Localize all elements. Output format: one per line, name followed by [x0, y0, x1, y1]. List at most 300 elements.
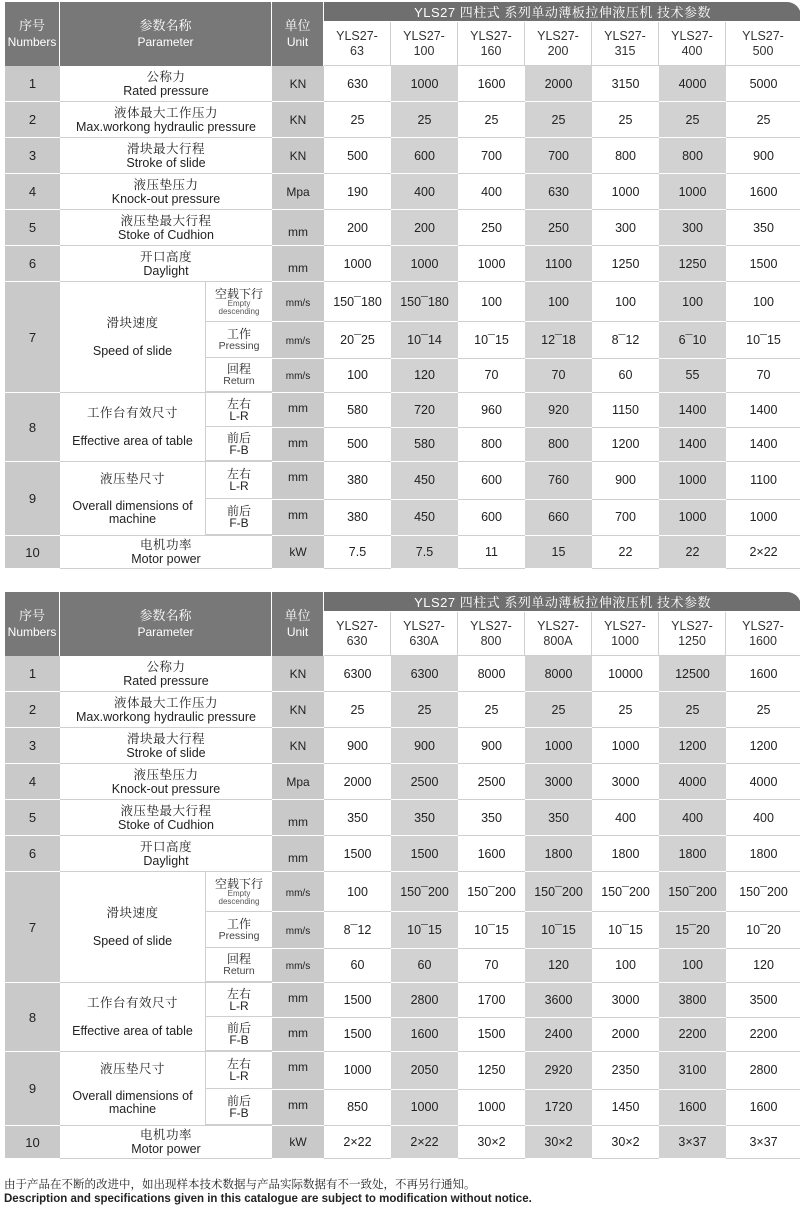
value-text: 120: [548, 958, 569, 973]
value-text: 800: [682, 148, 703, 163]
model-number: 1000: [611, 633, 639, 648]
value-cell: [391, 912, 458, 948]
value-text: 1600: [749, 1100, 778, 1115]
value-cell: [592, 500, 659, 537]
row-number: [5, 393, 60, 462]
model-header: [391, 612, 458, 656]
model-number: 400: [681, 43, 703, 58]
value-cell: [324, 500, 391, 537]
sub-parameter-en: L-R: [229, 479, 249, 493]
value-cell: [391, 836, 458, 872]
value-text: 8¯12: [343, 923, 372, 938]
parameter-name-en: Stroke of slide: [126, 745, 206, 760]
row-number-text: 6: [28, 846, 37, 861]
value-cell: [525, 322, 592, 358]
value-text: 30×2: [544, 1135, 573, 1149]
value-cell: [659, 393, 726, 428]
value-text: 1000: [678, 510, 707, 525]
value-cell: [324, 1018, 391, 1053]
value-cell: [391, 282, 458, 322]
parameter-group: [60, 872, 272, 983]
row-number-text: 2: [28, 112, 37, 127]
row-number-text: 5: [28, 220, 37, 235]
sub-parameter-zh: 左右: [226, 396, 251, 411]
model-header: [458, 22, 525, 66]
value-cell: [726, 872, 800, 912]
value-cell: [726, 428, 800, 463]
value-cell: [525, 836, 592, 872]
sub-parameter: [205, 282, 272, 322]
model-number: 630A: [409, 633, 439, 648]
model-header: [525, 22, 592, 66]
sub-parameter: [205, 983, 272, 1017]
value-text: 30×2: [477, 1135, 506, 1149]
table-row: [5, 282, 800, 322]
sub-parameter-zh: 左右: [226, 1057, 251, 1071]
value-text: 800: [548, 437, 569, 452]
row-number-text: 5: [28, 810, 37, 825]
parameter-name-en: Overall dimensions of machine: [72, 498, 193, 526]
value-text: 1250: [477, 1063, 506, 1078]
value-text: 70: [551, 368, 566, 383]
value-text: 500: [347, 148, 368, 163]
value-cell: [659, 692, 726, 728]
row-number-text: 4: [28, 774, 37, 789]
value-text: 2400: [544, 1027, 573, 1042]
value-text: 300: [615, 220, 636, 235]
value-text: 1500: [749, 256, 778, 271]
value-text: 1800: [611, 846, 640, 861]
value-cell: [592, 836, 659, 872]
parameter-name-en: Overall dimensions of machine: [72, 1088, 193, 1116]
value-cell: [525, 102, 592, 138]
value-cell: [525, 872, 592, 912]
header-unit: [272, 2, 324, 66]
model-prefix: YLS27-: [470, 28, 512, 43]
value-text: 7.5: [348, 545, 367, 559]
model-header: [592, 612, 659, 656]
value-text: 1450: [611, 1100, 640, 1115]
table-row: [5, 728, 800, 764]
row-number-text: 10: [25, 544, 40, 560]
model-number: 200: [547, 43, 569, 58]
value-text: 3100: [678, 1063, 707, 1078]
model-number: 1600: [749, 633, 777, 648]
value-text: 70: [484, 368, 499, 383]
value-text: 1400: [749, 437, 778, 452]
table-title: YLS27 四柱式 系列单动薄板拉伸液压机 技术参数: [414, 595, 711, 610]
row-number-text: 8: [28, 419, 37, 435]
value-cell: [324, 428, 391, 463]
value-cell: [592, 872, 659, 912]
model-number: 160: [480, 43, 502, 58]
parameter-name-zh: 公称力: [146, 69, 186, 84]
sub-parameter: [205, 358, 272, 392]
value-cell: [458, 872, 525, 912]
value-cell: [726, 138, 800, 174]
value-cell: [659, 138, 726, 174]
value-text: 150¯200: [668, 884, 717, 899]
value-text: 25: [484, 112, 499, 127]
value-cell: [726, 983, 800, 1018]
unit-cell: [272, 359, 324, 393]
value-cell: [726, 656, 800, 692]
value-text: 2050: [410, 1063, 439, 1078]
value-cell: [458, 66, 525, 102]
value-cell: [324, 1126, 391, 1159]
value-cell: [592, 359, 659, 393]
value-text: 150¯180: [333, 294, 382, 309]
unit-cell: [272, 912, 324, 948]
value-cell: [324, 656, 391, 692]
value-text: 300: [682, 220, 703, 235]
value-text: 450: [414, 510, 435, 525]
unit-text: mm: [288, 435, 308, 450]
parameter-name-en: Stoke of Cudhion: [118, 227, 214, 242]
value-text: 12¯18: [541, 333, 576, 348]
sub-parameter: [205, 1089, 272, 1125]
value-cell: [726, 322, 800, 358]
value-text: 6300: [410, 666, 439, 681]
value-cell: [659, 174, 726, 210]
unit-text: mm/s: [285, 961, 311, 973]
value-cell: [525, 1052, 592, 1090]
sub-parameter: [205, 427, 272, 461]
value-cell: [391, 500, 458, 537]
value-cell: [726, 1018, 800, 1053]
value-cell: [592, 138, 659, 174]
parameter-group: [60, 282, 272, 393]
value-cell: [659, 800, 726, 836]
value-text: 1150: [612, 402, 639, 417]
unit-text: kW: [289, 545, 307, 559]
value-text: 4000: [678, 774, 707, 789]
sub-parameter-en: Return: [223, 374, 255, 387]
parameter-group: [60, 1052, 272, 1126]
value-text: 2800: [749, 1063, 778, 1078]
unit-cell: [272, 138, 324, 174]
parameter-name-en: Effective area of table: [72, 1024, 193, 1038]
value-cell: [659, 764, 726, 800]
value-cell: [659, 428, 726, 463]
model-prefix: YLS27-: [742, 28, 784, 43]
value-text: 2000: [544, 76, 573, 91]
value-cell: [324, 912, 391, 948]
value-cell: [726, 800, 800, 836]
unit-cell: [272, 210, 324, 246]
sub-parameter-en: L-R: [229, 998, 249, 1013]
value-cell: [525, 393, 592, 428]
value-text: 2×22: [410, 1135, 439, 1149]
value-text: 100: [548, 294, 569, 309]
sub-parameter: [205, 1052, 272, 1089]
row-number: [5, 692, 60, 728]
sub-parameter: [205, 462, 272, 499]
parameter-name-zh: 工作台有效尺寸: [86, 406, 178, 420]
value-cell: [391, 1018, 458, 1053]
parameter-name-en: Rated pressure: [123, 673, 209, 688]
value-text: 1500: [343, 846, 372, 861]
value-text: 190: [347, 184, 368, 199]
value-cell: [391, 949, 458, 983]
unit-cell: [272, 174, 324, 210]
header-unit-zh: 单位: [284, 608, 311, 623]
value-cell: [592, 949, 659, 983]
header-parameter-en: Parameter: [137, 625, 194, 639]
value-text: 55: [685, 368, 700, 383]
value-cell: [324, 174, 391, 210]
row-number: [5, 102, 60, 138]
value-text: 25: [618, 702, 633, 717]
model-prefix: YLS27-: [537, 618, 579, 633]
value-cell: [458, 949, 525, 983]
value-cell: [324, 692, 391, 728]
unit-text: mm/s: [285, 371, 311, 383]
value-text: 100: [615, 958, 636, 973]
value-text: 2×22: [749, 545, 778, 559]
value-cell: [592, 536, 659, 569]
unit-cell: [272, 836, 324, 872]
value-text: 1400: [749, 402, 778, 417]
value-text: 1000: [343, 256, 372, 271]
value-text: 2800: [410, 992, 439, 1007]
value-text: 1500: [477, 1027, 506, 1042]
value-text: 20¯25: [340, 333, 375, 348]
value-cell: [525, 656, 592, 692]
value-text: 580: [347, 402, 368, 417]
table-row: [5, 983, 800, 1018]
unit-text: mm/s: [285, 887, 311, 899]
unit-cell: [272, 764, 324, 800]
value-text: 7.5: [415, 545, 434, 559]
parameter-name-zh: 液压垫压力: [133, 177, 199, 192]
value-text: 2200: [678, 1027, 707, 1042]
value-text: 3500: [749, 992, 778, 1007]
unit-text: Mpa: [286, 774, 310, 789]
value-cell: [592, 66, 659, 102]
value-cell: [458, 500, 525, 537]
value-text: 1600: [749, 666, 778, 681]
value-cell: [659, 1090, 726, 1127]
row-number-text: 1: [28, 76, 37, 91]
value-cell: [525, 462, 592, 500]
model-header: [391, 22, 458, 66]
value-cell: [525, 1126, 592, 1159]
value-cell: [391, 462, 458, 500]
row-number: [5, 728, 60, 764]
value-cell: [458, 1052, 525, 1090]
value-cell: [592, 692, 659, 728]
sub-parameter-en: F-B: [229, 1032, 249, 1047]
value-text: 400: [414, 184, 435, 199]
parameter-name-en: Speed of slide: [92, 344, 173, 358]
model-number: 800A: [543, 633, 573, 648]
sub-parameter: [205, 912, 272, 948]
sub-parameter-en: Pressing: [218, 929, 260, 942]
value-cell: [592, 246, 659, 282]
parameter-name-en: Max.workong hydraulic pressure: [76, 119, 256, 134]
value-text: 3800: [678, 992, 707, 1007]
model-number: 315: [614, 43, 636, 58]
row-number: [5, 66, 60, 102]
row-number: [5, 174, 60, 210]
value-cell: [324, 1090, 391, 1127]
unit-cell: [272, 728, 324, 764]
value-cell: [458, 836, 525, 872]
header-unit-en: Unit: [286, 625, 309, 639]
parameter-name-zh: 滑块速度: [106, 316, 159, 330]
model-prefix: YLS27-: [470, 618, 512, 633]
unit-text: KN: [289, 112, 307, 127]
unit-cell: [272, 393, 324, 428]
parameter-name: [60, 246, 272, 282]
parameter-name: [60, 102, 272, 138]
model-header: [525, 612, 592, 656]
row-number: [5, 138, 60, 174]
value-cell: [458, 1126, 525, 1159]
parameter-name-en: Knock-out pressure: [111, 781, 221, 796]
value-text: 3000: [611, 992, 640, 1007]
sub-parameter-en: F-B: [229, 442, 249, 457]
parameter-name-en: Daylight: [143, 853, 189, 868]
value-cell: [659, 1018, 726, 1053]
value-text: 1100: [545, 256, 572, 271]
value-text: 960: [481, 402, 502, 417]
sub-parameter-zh: 工作: [226, 916, 251, 931]
value-cell: [525, 174, 592, 210]
value-cell: [324, 102, 391, 138]
value-cell: [391, 872, 458, 912]
value-cell: [324, 728, 391, 764]
value-cell: [726, 536, 800, 569]
value-cell: [525, 1018, 592, 1053]
value-cell: [391, 428, 458, 463]
value-text: 25: [551, 702, 566, 717]
model-prefix: YLS27-: [403, 618, 445, 633]
value-cell: [324, 1052, 391, 1090]
unit-cell: [272, 462, 324, 500]
parameter-name-en: Motor power: [131, 1142, 201, 1156]
model-prefix: YLS27-: [336, 618, 378, 633]
value-cell: [525, 983, 592, 1018]
header-numbers-en: Numbers: [7, 625, 57, 639]
value-cell: [324, 983, 391, 1018]
unit-text: mm/s: [285, 926, 311, 938]
unit-cell: [272, 536, 324, 569]
value-text: 600: [481, 510, 502, 525]
sub-parameter: [205, 499, 272, 535]
value-text: 600: [481, 473, 502, 488]
parameter-name-zh: 工作台有效尺寸: [86, 996, 178, 1010]
model-header: [324, 22, 391, 66]
value-cell: [592, 800, 659, 836]
value-cell: [525, 500, 592, 537]
sub-parameter-en: Empty descending: [218, 888, 260, 906]
value-text: 100: [481, 294, 502, 309]
value-cell: [458, 138, 525, 174]
value-text: 6¯10: [678, 333, 707, 348]
footer-note-zh: 由于产品在不断的改进中，如出现样本技术数据与产品实际数据有不一致处，不再另行通知。: [4, 1179, 476, 1191]
value-text: 15: [551, 545, 566, 559]
value-cell: [726, 462, 800, 500]
parameter-name-en: Rated pressure: [123, 83, 209, 98]
value-text: 100: [347, 884, 368, 899]
unit-text: mm: [288, 261, 308, 275]
model-prefix: YLS27-: [604, 618, 646, 633]
unit-cell: [272, 66, 324, 102]
unit-text: mm/s: [285, 336, 311, 348]
value-text: 3000: [544, 774, 573, 789]
value-text: 720: [414, 402, 435, 417]
value-cell: [592, 462, 659, 500]
value-text: 60: [417, 958, 432, 973]
value-text: 3×37: [749, 1135, 778, 1149]
value-text: 350: [347, 810, 368, 825]
value-text: 10¯15: [608, 923, 643, 938]
value-cell: [458, 282, 525, 322]
value-text: 25: [756, 702, 771, 717]
value-text: 800: [481, 437, 502, 452]
table-row: [5, 138, 800, 174]
value-cell: [726, 692, 800, 728]
value-cell: [525, 282, 592, 322]
value-text: 200: [414, 220, 435, 235]
parameter-name-zh: 液压垫最大行程: [120, 213, 212, 228]
header-parameter: [60, 2, 272, 66]
value-cell: [324, 949, 391, 983]
unit-text: kW: [289, 1135, 307, 1149]
value-text: 12500: [675, 666, 710, 681]
value-text: 2200: [749, 1027, 778, 1042]
value-text: 22: [618, 545, 633, 559]
value-text: 1000: [477, 256, 506, 271]
sub-parameter-en: L-R: [229, 408, 249, 423]
value-text: 1700: [477, 992, 506, 1007]
sub-parameter-zh: 左右: [226, 986, 251, 1001]
model-header: [726, 612, 800, 656]
value-text: 100: [347, 368, 368, 383]
value-cell: [659, 728, 726, 764]
header-numbers: [5, 2, 60, 66]
value-cell: [726, 764, 800, 800]
value-cell: [659, 1052, 726, 1090]
row-number: [5, 800, 60, 836]
parameter-name-zh: 电机功率: [139, 1128, 192, 1142]
value-cell: [592, 1090, 659, 1127]
row-number: [5, 656, 60, 692]
table-row: [5, 462, 800, 500]
value-cell: [391, 102, 458, 138]
value-text: 2920: [544, 1063, 573, 1078]
value-text: 1100: [750, 473, 777, 488]
value-cell: [592, 728, 659, 764]
value-cell: [324, 462, 391, 500]
value-text: 1600: [678, 1100, 707, 1115]
value-cell: [525, 728, 592, 764]
unit-text: mm: [288, 851, 308, 865]
value-text: 10000: [608, 666, 643, 681]
value-cell: [458, 102, 525, 138]
table-row: [5, 836, 800, 872]
model-number: 1250: [678, 633, 706, 648]
value-cell: [324, 800, 391, 836]
value-cell: [592, 1126, 659, 1159]
unit-cell: [272, 872, 324, 912]
value-cell: [726, 210, 800, 246]
value-cell: [592, 1052, 659, 1090]
row-number-text: 9: [28, 1081, 37, 1096]
sub-parameter-zh: 工作: [226, 326, 251, 341]
